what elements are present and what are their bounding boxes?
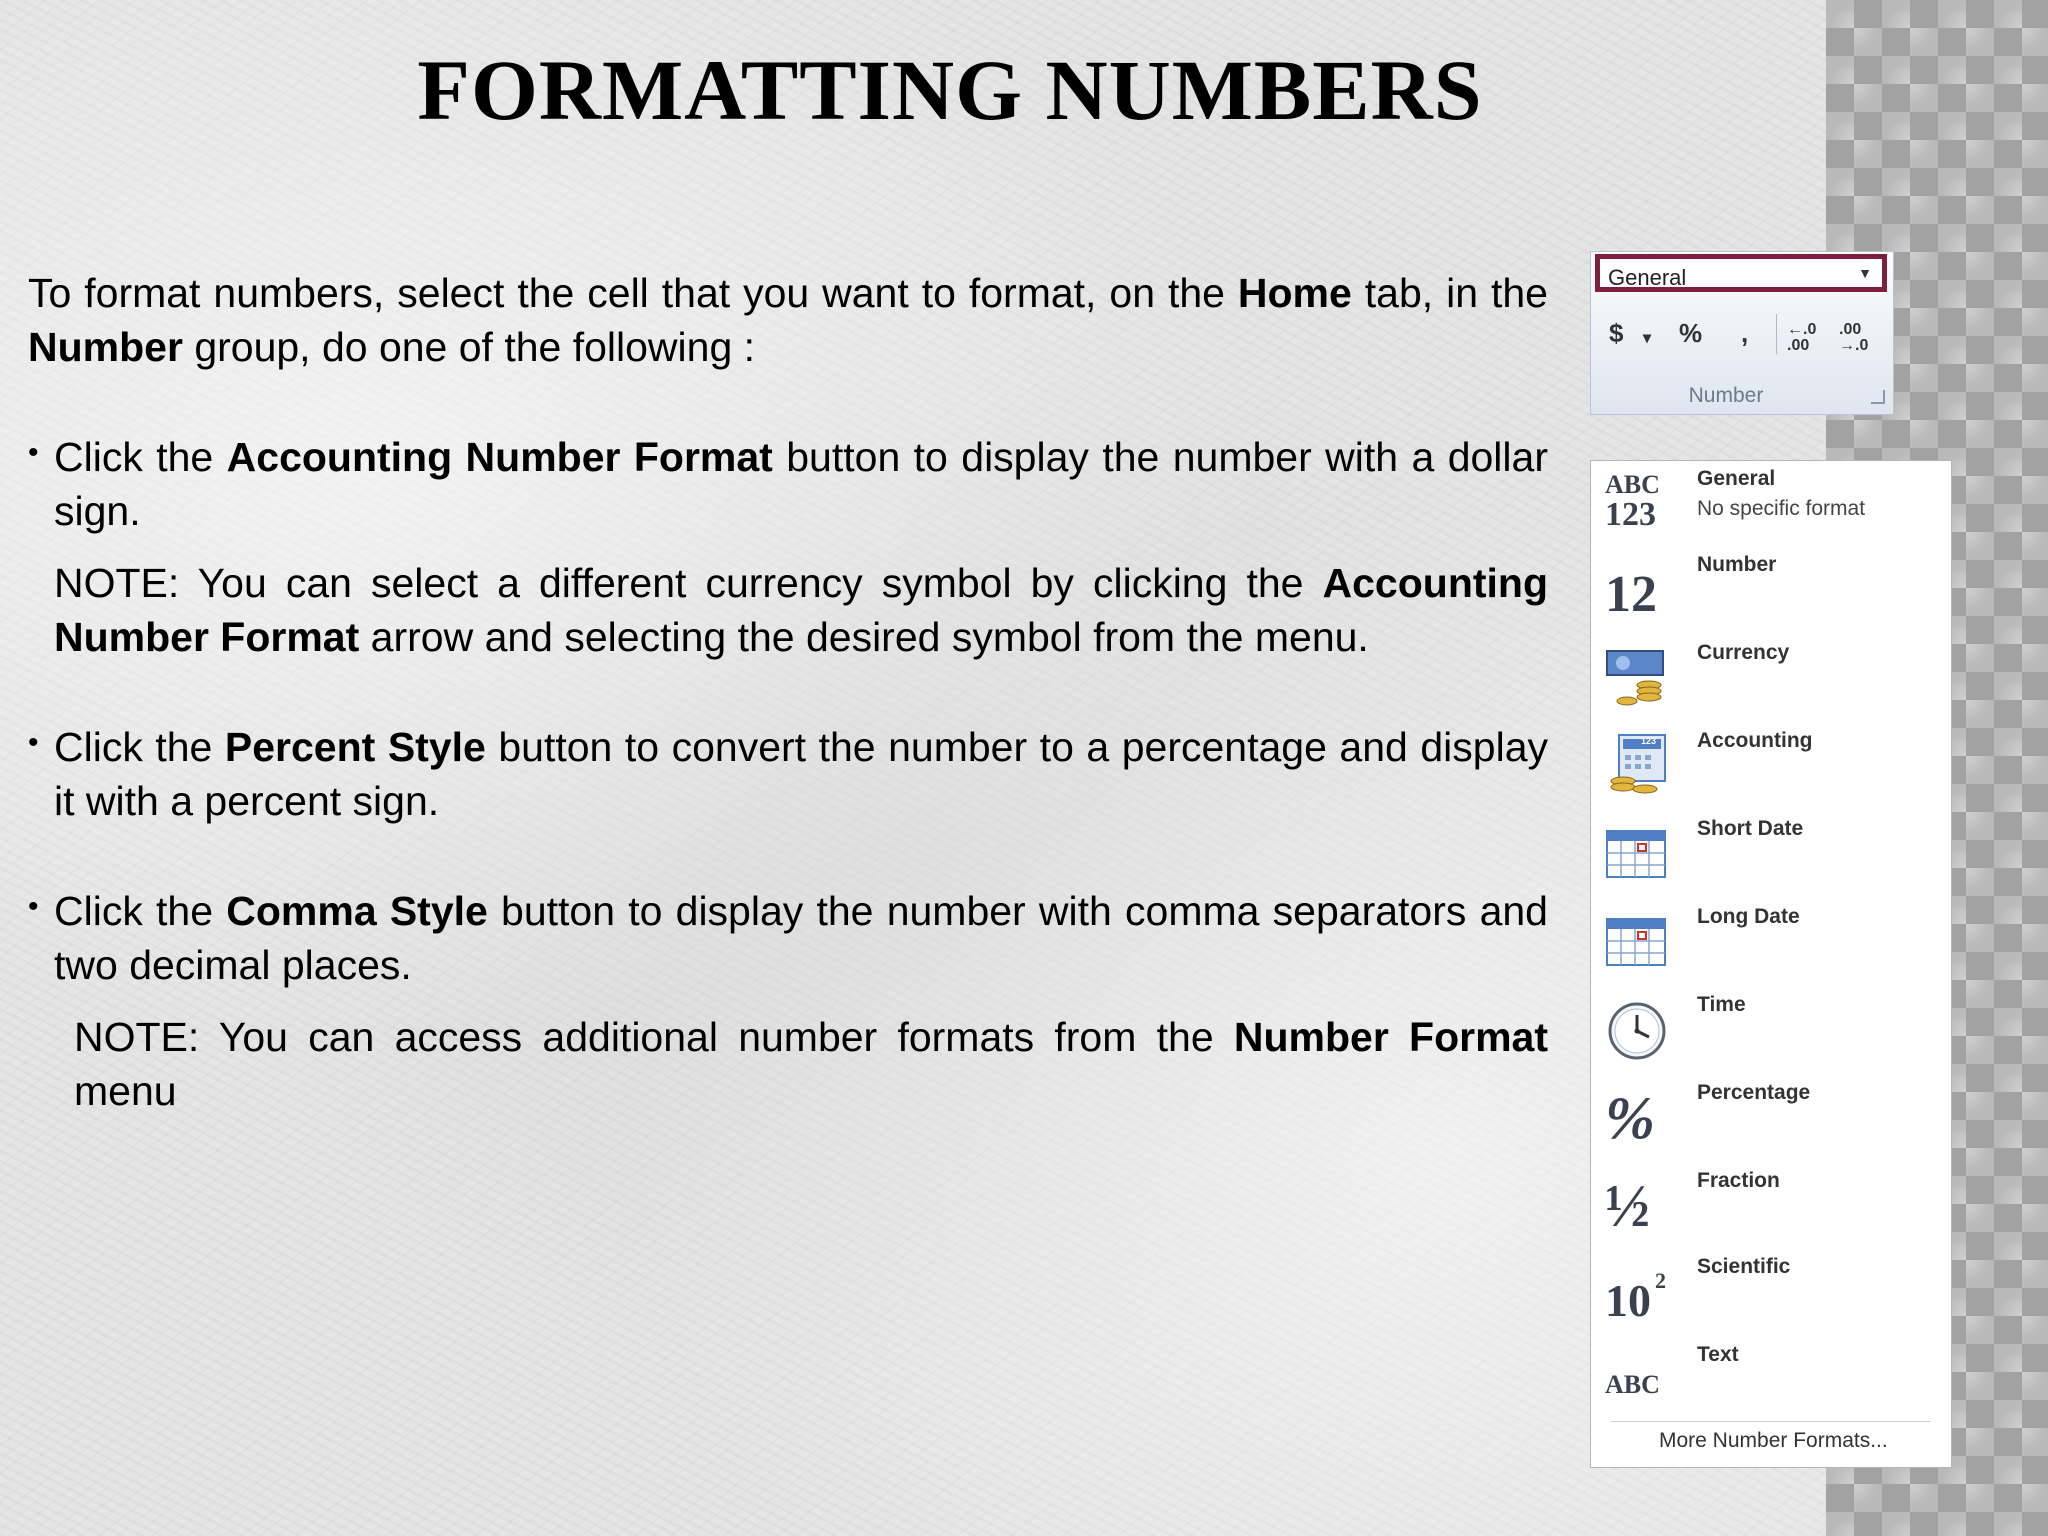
menu-item-text[interactable]: ABC Text — [1591, 1341, 1951, 1427]
chevron-down-icon[interactable]: ▼ — [1858, 265, 1872, 281]
accounting-arrow-icon[interactable]: ▾ — [1643, 330, 1652, 347]
clock-icon — [1605, 997, 1669, 1061]
menu-separator — [1611, 1421, 1931, 1422]
menu-item-percentage[interactable]: % Percentage — [1605, 1081, 1811, 1151]
menu-item-long-date[interactable]: Long Date — [1591, 903, 1951, 989]
menu-item-time[interactable]: Time — [1591, 991, 1951, 1077]
calendar-icon — [1605, 909, 1669, 973]
percent-icon: % — [1605, 1085, 1655, 1151]
bullet-dot: • — [28, 890, 39, 923]
number-format-value: General — [1608, 265, 1687, 290]
scientific-icon: 10 2 — [1605, 1268, 1666, 1326]
increase-decimal-button[interactable]: ←.0 .00 — [1787, 321, 1817, 354]
menu-item-scientific[interactable]: 10 2 Scientific — [1605, 1255, 1791, 1326]
number-ribbon-group — [1590, 251, 1894, 415]
more-number-formats-link[interactable]: More Number Formats... — [1659, 1429, 1888, 1452]
group-label: Number — [1688, 384, 1764, 407]
bullet-accounting: • Click the Accounting Number Format button to display the number with a dollar sign. — [28, 430, 1548, 538]
intro-paragraph: To format numbers, select the cell that you want to format, on the Home tab, in the Number group, do one of the following : — [28, 270, 1548, 370]
menu-item-short-date[interactable]: Short Date — [1591, 815, 1951, 901]
ribbon-separator — [1776, 314, 1777, 354]
number-format-menu — [1590, 460, 1952, 1468]
menu-item-number[interactable]: 12 Number — [1605, 553, 1777, 623]
note-accounting: NOTE: You can select a different currency symbol by clicking the Accounting Number Format arrow and selecting the desired symbol from the menu. — [54, 560, 1548, 660]
abc-123-icon: ABC 123 — [1605, 470, 1660, 533]
bullet-percent: • Click the Percent Style button to convert the number to a percentage and display it with a percent sign. — [28, 720, 1548, 828]
fraction-icon: ½ — [1605, 1173, 1650, 1239]
slide-title: FORMATTING NUMBERS — [417, 42, 1483, 138]
slide-body — [28, 266, 1548, 1118]
menu-item-currency[interactable]: Currency — [1591, 639, 1951, 725]
bullet-dot: • — [28, 436, 39, 469]
percent-style-button[interactable]: % — [1679, 318, 1703, 348]
decrease-decimal-button[interactable]: .00 →.0 — [1839, 321, 1869, 354]
text-abc-icon: ABC — [1605, 1370, 1660, 1399]
accounting-icon: 123 — [1605, 733, 1669, 797]
note-comma: NOTE: You can access additional number formats from the Number Format menu — [74, 1014, 1548, 1114]
bullet-comma: • Click the Comma Style button to display the number with comma separators and two decimal places. — [28, 884, 1548, 992]
number-format-combo[interactable] — [1595, 254, 1887, 292]
dialog-launcher-icon[interactable] — [1871, 390, 1885, 404]
comma-style-button[interactable]: , — [1741, 318, 1749, 348]
number-12-icon: 12 — [1605, 566, 1657, 623]
bullet-dot: • — [28, 726, 39, 759]
menu-item-accounting[interactable]: 123 Accounting — [1591, 727, 1951, 813]
accounting-number-format-button[interactable]: $ — [1609, 318, 1624, 348]
calendar-icon — [1605, 821, 1669, 885]
menu-item-general[interactable]: ABC 123 General No specific format — [1605, 467, 1866, 533]
currency-icon — [1605, 645, 1669, 709]
menu-item-fraction[interactable]: ½ Fraction — [1605, 1169, 1780, 1239]
